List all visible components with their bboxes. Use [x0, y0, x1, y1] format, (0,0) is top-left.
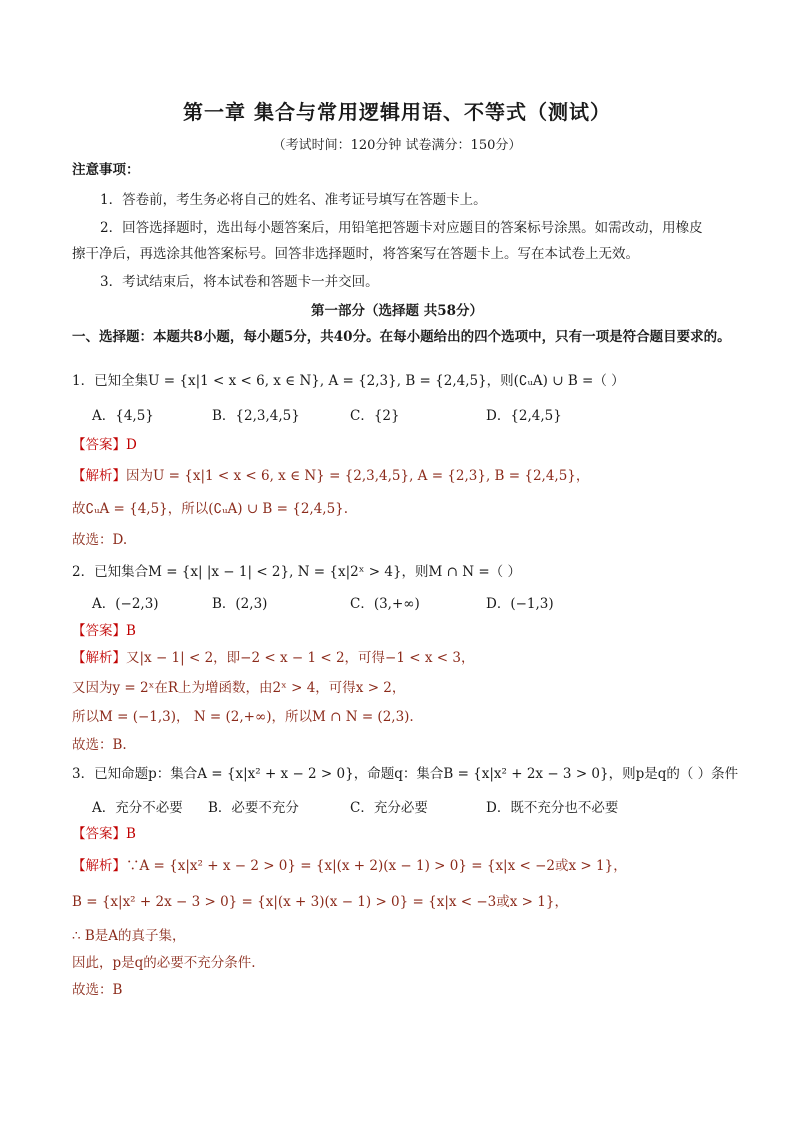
answer-tag: 【答案】 — [72, 437, 126, 453]
q3-analysis-text-1: ∵A = {x|x² + x − 2 > 0} = {x|(x + 2)(x − 1) > 0} = {x|x < −2或x > 1}， — [126, 858, 627, 874]
q2-analysis-text-1: 又|x − 1| < 2，即−2 < x − 1 < 2，可得−1 < x < 3， — [126, 650, 475, 666]
q1-analysis-2: 故∁ᵤA = {4,5}，所以(∁ᵤA) ∪ B = {2,4,5}. — [72, 501, 349, 517]
q3-stem: 3．已知命题p：集合A = {x|x² + x − 2 > 0}，命题q：集合B = {x|x² + 2x − 3 > 0}，则p是q的（ ）条件 — [72, 766, 739, 782]
q1-option-d: D．{2,4,5} — [486, 408, 562, 424]
q3-answer — [72, 824, 732, 844]
q3-option-a: A．充分不必要 — [92, 800, 183, 816]
notice-item-3: 3．考试结束后，将本试卷和答题卡一并交回。 — [100, 274, 379, 290]
notice-heading: 注意事项： — [72, 162, 140, 178]
q2-analysis-1 — [72, 648, 732, 668]
q2-analysis-2: 又因为y = 2ˣ在R上为增函数，由2ˣ > 4，可得x > 2， — [72, 680, 406, 696]
q3-answer-value: B — [126, 826, 136, 842]
q2-analysis-3: 所以M = (−1,3)， N = (2,+∞)，所以M ∩ N = (2,3). — [72, 709, 414, 725]
notice-item-1: 1．答卷前，考生务必将自己的姓名、准考证号填写在答题卡上。 — [100, 192, 487, 208]
q1-option-a: A．{4,5} — [92, 408, 154, 424]
notice-item-2a: 2．回答选择题时，选出每小题答案后，用铅笔把答题卡对应题目的答案标号涂黑。如需改动，用橡皮 — [100, 220, 703, 236]
q2-stem: 2．已知集合M = {x| |x − 1| < 2}, N = {x|2ˣ > 4}，则M ∩ N =（ ） — [72, 564, 521, 580]
q1-analysis-text-1: 因为U = {x|1 < x < 6, x ∈ N} = {2,3,4,5}, A = {2,3}, B = {2,4,5}， — [126, 468, 590, 484]
q1-choose: 故选：D. — [72, 532, 128, 548]
q1-analysis-1 — [72, 466, 732, 486]
page-title: 第一章 集合与常用逻辑用语、不等式（测试） — [183, 100, 611, 124]
q1-option-c: C．{2} — [350, 408, 400, 424]
q2-option-b: B．(2,3) — [212, 596, 268, 612]
q3-analysis-4: 因此，p是q的必要不充分条件. — [72, 955, 256, 971]
q3-choose: 故选：B — [72, 982, 123, 998]
q2-option-c: C．(3,+∞) — [350, 596, 420, 612]
q3-option-c: C．充分必要 — [350, 800, 428, 816]
q1-stem: 1．已知全集U = {x|1 < x < 6, x ∈ N}, A = {2,3}, B = {2,4,5}，则(∁ᵤA) ∪ B =（ ） — [72, 373, 625, 389]
part-heading: 第一部分（选择题 共58分） — [311, 303, 483, 319]
notice-item-2b: 擦干净后，再选涂其他答案标号。回答非选择题时，将答案写在答题卡上。写在本试卷上无效。 — [72, 246, 639, 262]
q3-analysis-2: B = {x|x² + 2x − 3 > 0} = {x|(x + 3)(x − 1) > 0} = {x|x < −3或x > 1}， — [72, 894, 568, 910]
section-heading: 一、选择题：本题共8小题，每小题5分，共40分。在每小题给出的四个选项中，只有一项是符合题目要求的。 — [72, 329, 731, 345]
q2-option-a: A．(−2,3) — [92, 596, 159, 612]
answer-tag: 【答案】 — [72, 826, 126, 842]
q2-answer-value: B — [126, 623, 136, 639]
q2-choose: 故选：B. — [72, 737, 127, 753]
answer-tag: 【答案】 — [72, 623, 126, 639]
q3-option-d: D．既不充分也不必要 — [486, 800, 619, 816]
analysis-tag: 【解析】 — [72, 650, 126, 666]
page-subtitle: （考试时间：120分钟 试卷满分：150分） — [272, 138, 522, 153]
q3-option-b: B．必要不充分 — [208, 800, 299, 816]
q1-answer-value: D — [126, 437, 137, 453]
q3-analysis-3: ∴ B是A的真子集， — [72, 928, 186, 944]
q2-option-d: D．(−1,3) — [486, 596, 554, 612]
analysis-tag: 【解析】 — [72, 468, 126, 484]
q3-analysis-1 — [72, 856, 732, 876]
analysis-tag: 【解析】 — [72, 858, 126, 874]
q1-answer — [72, 435, 732, 455]
q1-option-b: B．{2,3,4,5} — [212, 408, 300, 424]
q2-answer — [72, 621, 732, 641]
